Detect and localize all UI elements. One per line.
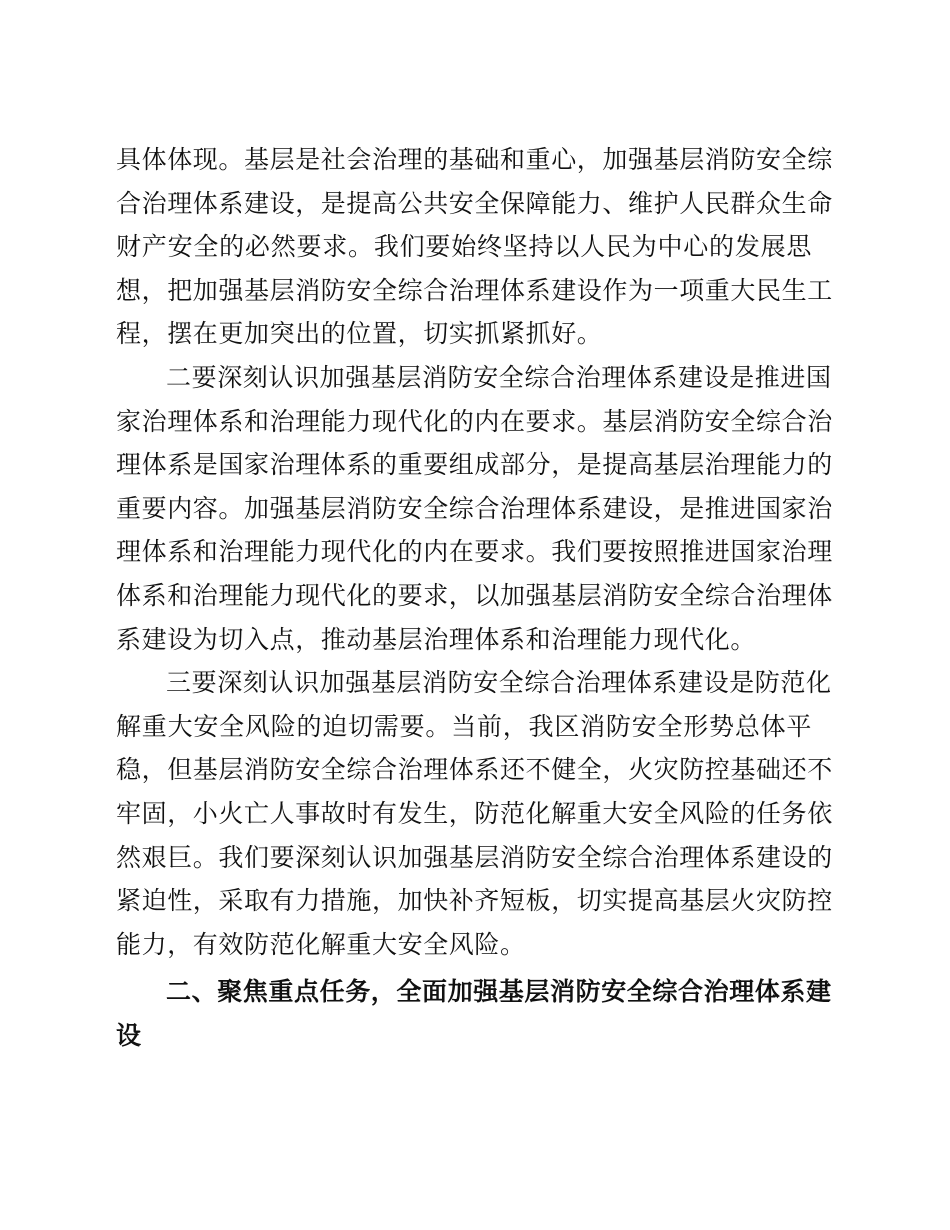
text-line: 家治理体系和治理能力现代化的内在要求。基层消防安全综合治 xyxy=(116,406,833,436)
text-line: 稳，但基层消防安全综合治理体系还不健全，火灾防控基础还不 xyxy=(116,755,833,785)
text-line: 理体系和治理能力现代化的内在要求。我们要按照推进国家治理 xyxy=(116,537,833,567)
text-line: 能力，有效防范化解重大安全风险。 xyxy=(116,929,526,959)
text-line: 体系和治理能力现代化的要求，以加强基层消防安全综合治理体 xyxy=(116,580,833,610)
text-line: 二要深刻认识加强基层消防安全综合治理体系建设是推进国 xyxy=(166,362,832,392)
text-line: 系建设为切入点，推动基层治理体系和治理能力现代化。 xyxy=(116,624,757,654)
text-line: 想，把加强基层消防安全综合治理体系建设作为一项重大民生工 xyxy=(116,275,833,305)
text-line: 具体体现。基层是社会治理的基础和重心，加强基层消防安全综 xyxy=(116,145,833,174)
section-heading: 二、聚焦重点任务，全面加强基层消防安全综合治理体系建 xyxy=(166,977,832,1007)
text-line: 理体系是国家治理体系的重要组成部分，是提高基层治理能力的 xyxy=(116,450,833,480)
text-line: 解重大安全风险的迫切需要。当前，我区消防安全形势总体平 xyxy=(116,711,812,741)
text-line: 程，摆在更加突出的位置，切实抓紧抓好。 xyxy=(116,319,603,349)
text-line: 重要内容。加强基层消防安全综合治理体系建设，是推进国家治 xyxy=(116,493,833,523)
section-heading-continuation: 设 xyxy=(116,1020,142,1050)
text-line: 合治理体系建设，是提高公共安全保障能力、维护人民群众生命 xyxy=(116,188,833,218)
text-line: 紧迫性，采取有力措施，加快补齐短板，切实提高基层火灾防控 xyxy=(116,886,833,916)
text-line: 然艰巨。我们要深刻认识加强基层消防安全综合治理体系建设的 xyxy=(116,842,833,872)
text-line: 三要深刻认识加强基层消防安全综合治理体系建设是防范化 xyxy=(166,668,832,698)
document-body xyxy=(116,138,833,1057)
text-line: 牢固，小火亡人事故时有发生，防范化解重大安全风险的任务依 xyxy=(116,798,833,828)
text-line: 财产安全的必然要求。我们要始终坚持以人民为中心的发展思 xyxy=(116,232,812,262)
